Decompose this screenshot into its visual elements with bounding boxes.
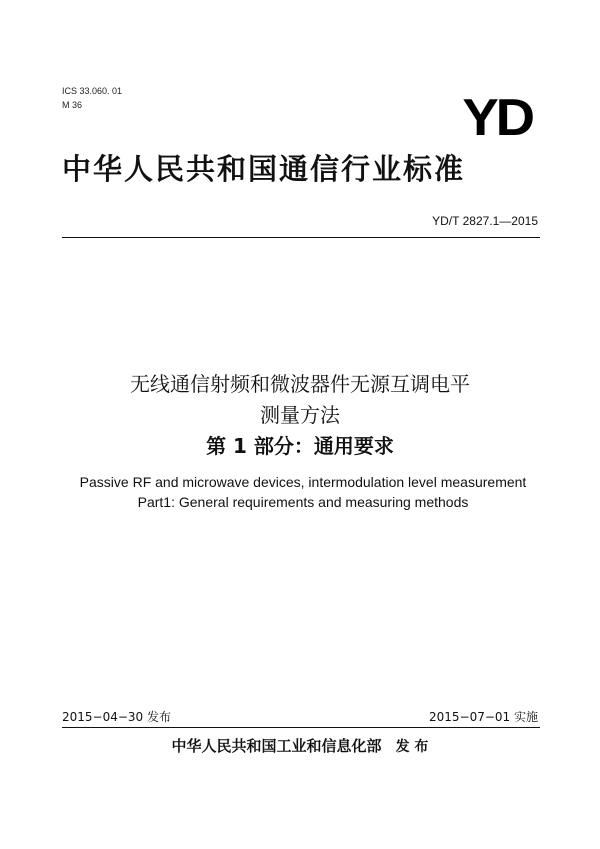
category-code: M 36 <box>62 100 83 110</box>
issuer-line <box>0 735 600 756</box>
issuer-action: 发 布 <box>395 739 429 755</box>
title-zh-line3: 第 1 部分：通用要求 <box>206 434 394 458</box>
title-zh-line1: 无线通信射频和微波器件无源互调电平 <box>130 372 470 396</box>
implementation-date: 2015−07−01 实施 <box>428 710 538 724</box>
standard-number: YD/T 2827.1—2015 <box>432 214 538 228</box>
bottom-divider <box>62 727 540 728</box>
top-divider <box>62 237 540 238</box>
publish-date: 2015−04−30 发布 <box>62 710 172 724</box>
issuer-name: 中华人民共和国工业和信息化部 <box>171 737 382 755</box>
title-en-line2: Part1: General requirements and measuring methods <box>137 494 469 510</box>
yd-logo: YD <box>462 89 532 147</box>
title-zh-line2: 测量方法 <box>260 403 340 427</box>
ics-code: ICS 33.060. 01 <box>62 86 123 96</box>
title-en-line1: Passive RF and microwave devices, intermodulation level measurement <box>79 474 527 490</box>
organization-title: 中华人民共和国通信行业标准 <box>62 152 466 186</box>
